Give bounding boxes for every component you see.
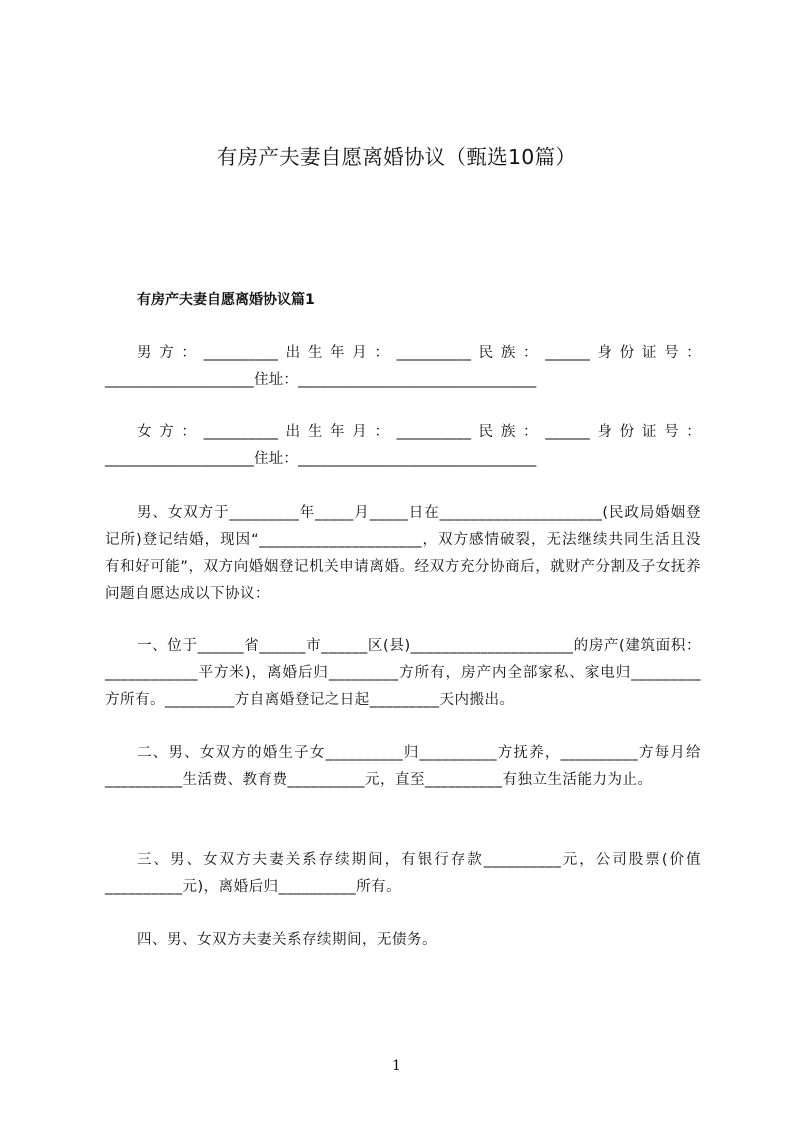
page-number: 1	[392, 1058, 401, 1074]
female-party-info-paragraph: 女方：__________出生年月：__________民族：______身份证号：____________________住址：________________________________	[105, 424, 701, 467]
agreement-intro-paragraph: 男、女双方于_________年_____月_____日在_____________________(民政局婚姻登记所)登记结婚，现因“_____________________，双方感情破裂，无法继续共同生活且没有和好可能”，双方向婚姻登记机关申请离婚。经双方充分协商后，就财产分割及子女抚养问题自愿达成以下协议：	[105, 505, 701, 602]
male-party-info-paragraph: 男方：__________出生年月：__________民族：______身份证号：____________________住址：________________________________	[105, 345, 701, 388]
clause-debts-paragraph: 四、男、女双方夫妻关系存续期间，无债务。	[137, 932, 437, 948]
clause-child-custody-paragraph: 二、男、女双方的婚生子女__________归__________方抚养，__________方每月给__________生活费、教育费__________元，直至__________有独立生活能力为止。	[105, 745, 701, 788]
clause-savings-stocks-paragraph: 三、男、女双方夫妻关系存续期间，有银行存款__________元，公司股票(价值__________元)，离婚后归__________所有。	[105, 852, 701, 895]
section-heading: 有房产夫妻自愿离婚协议篇1	[137, 292, 315, 308]
document-title: 有房产夫妻自愿离婚协议（甄选10篇）	[216, 145, 577, 169]
clause-property-paragraph: 一、位于______省______市______区(县)_____________________的房产(建筑面积：____________平方米)，离婚后归_________方所有，房产内全部家私、家电归_________方所有。_________方自离婚登记之日起_________天内搬出。	[105, 638, 701, 708]
